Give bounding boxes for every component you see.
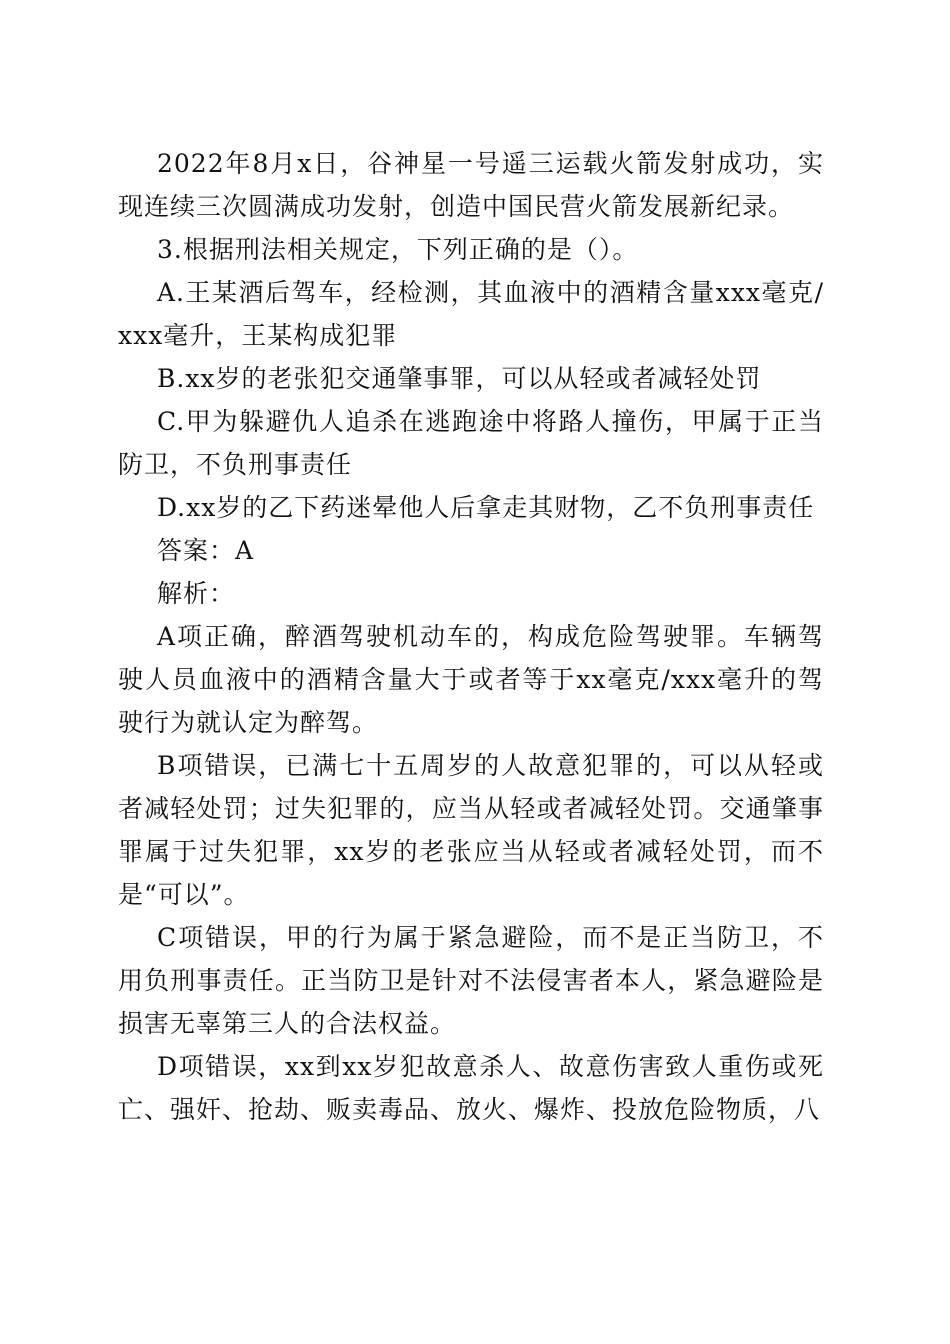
question-paragraph: 3.根据刑法相关规定，下列正确的是（）。 bbox=[157, 235, 639, 264]
option-c-paragraph: C.甲为躲避仇人追杀在逃跑途中将路人撞伤，甲属于正当防卫，不负刑事责任 bbox=[118, 407, 824, 479]
intro-paragraph: 2022年8月x日，谷神星一号遥三运载火箭发射成功，实现连续三次圆满成功发射，创造中国民营火箭发展新纪录。 bbox=[118, 149, 824, 221]
analysis-a-paragraph: A项正确，醉酒驾驶机动车的，构成危险驾驶罪。车辆驾驶人员血液中的酒精含量大于或者等于xx毫克/xxx毫升的驾驶行为就认定为醉驾。 bbox=[118, 622, 824, 737]
document-page bbox=[118, 142, 824, 1131]
analysis-b-paragraph: B项错误，已满七十五周岁的人故意犯罪的，可以从轻或者减轻处罚；过失犯罪的，应当从轻或者减轻处罚。交通肇事罪属于过失犯罪，xx岁的老张应当从轻或者减轻处罚，而不是“可以”。 bbox=[118, 751, 824, 909]
option-b-paragraph: B.xx岁的老张犯交通肇事罪，可以从轻或者减轻处罚 bbox=[157, 364, 762, 393]
analysis-d-paragraph: D项错误，xx到xx岁犯故意杀人、故意伤害致人重伤或死亡、强奸、抢劫、贩卖毒品、放火、爆炸、投放危险物质，八 bbox=[118, 1052, 824, 1124]
analysis-c-paragraph: C项错误，甲的行为属于紧急避险，而不是正当防卫，不用负刑事责任。正当防卫是针对不法侵害者本人，紧急避险是损害无辜第三人的合法权益。 bbox=[118, 923, 824, 1038]
analysis-label: 解析： bbox=[157, 579, 236, 608]
answer-paragraph: 答案：A bbox=[157, 536, 255, 565]
option-a-paragraph: A.王某酒后驾车，经检测，其血液中的酒精含量xxx毫克/xxx毫升，王某构成犯罪 bbox=[118, 278, 824, 350]
option-d-paragraph: D.xx岁的乙下药迷晕他人后拿走其财物，乙不负刑事责任 bbox=[157, 493, 815, 522]
